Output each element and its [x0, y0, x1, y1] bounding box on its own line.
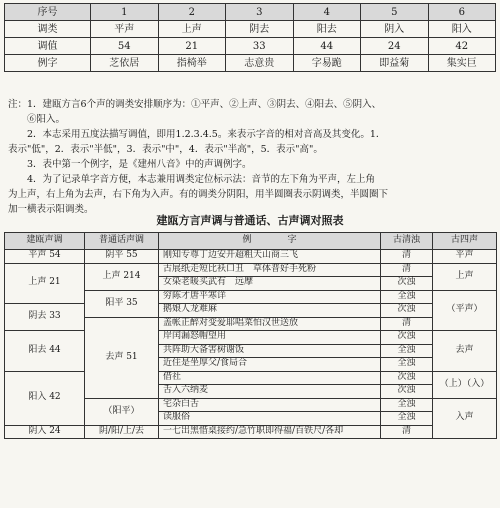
table-cell: 全浊: [381, 290, 433, 304]
tone-table: [4, 3, 496, 72]
example-cell: 宅杂白舌: [159, 398, 381, 412]
table-cell: 阴平 55: [85, 250, 159, 264]
table-cell: 阳入 42: [5, 371, 85, 425]
table-cell: 33: [226, 38, 294, 55]
table-cell: （上）（入）: [433, 371, 497, 398]
note-line: ⑥阳入。: [27, 114, 66, 125]
table-row: [5, 331, 497, 345]
header-cell: 普通话声调: [85, 233, 159, 250]
table-row: [5, 55, 496, 72]
example-cell: 读服俗: [159, 412, 381, 426]
note-line: 4．为了记录单字音方便，本志兼用调类定位标示法：音节的左下角为平声，左上角: [27, 174, 376, 185]
header-cell: 2: [158, 4, 226, 21]
table-cell: 平声: [433, 250, 497, 264]
header-cell: 4: [293, 4, 361, 21]
table-cell: 阴入 24: [5, 425, 85, 439]
example-cell: 女染老暖买武有 远摩: [159, 277, 381, 291]
table-cell: 21: [158, 38, 226, 55]
tone-table-header: [5, 4, 496, 21]
table-cell: 例字: [5, 55, 91, 72]
table-cell: 54: [91, 38, 159, 55]
table-cell: 上声 214: [85, 263, 159, 290]
header-cell: 建瓯声调: [5, 233, 85, 250]
example-cell: 借社: [159, 371, 381, 385]
example-cell: 穷陈才唐平寒详: [159, 290, 381, 304]
table-cell: 阴/阳/上/去: [85, 425, 159, 439]
table-cell: （阳平）: [85, 398, 159, 425]
note-line: 3．表中第一个例字，是《建州八音》中的声调例字。: [27, 159, 252, 170]
table-cell: 全浊: [381, 412, 433, 426]
table-row: [5, 371, 497, 385]
table-cell: 即益菊: [361, 55, 429, 72]
example-cell: 古展纸走短比袄口丑 草体普好手死粉: [159, 263, 381, 277]
example-cell: 刚知专尊丁边安开超粗天山商三飞: [159, 250, 381, 264]
table-cell: 平声: [91, 21, 159, 38]
table-cell: 24: [361, 38, 429, 55]
table-cell: 阳去 44: [5, 331, 85, 372]
table-row: [5, 263, 497, 277]
table-cell: 阴去: [226, 21, 294, 38]
table-cell: 清: [381, 425, 433, 439]
table-cell: 42: [428, 38, 496, 55]
table-cell: 入声: [433, 398, 497, 439]
table-row: [5, 38, 496, 55]
comparison-table: [4, 232, 497, 439]
table-cell: 次浊: [381, 371, 433, 385]
table-cell: 全浊: [381, 344, 433, 358]
example-cell: 盖帐正醉对变爱耶唱菜怕汉世送放: [159, 317, 381, 331]
table-cell: 全浊: [381, 358, 433, 372]
note-line: 注：1．建瓯方言6个声的调类安排顺序为：①平声、②上声、③阴去、④阳去、⑤阴入、: [8, 99, 382, 110]
table-row: [5, 304, 497, 318]
table-cell: 清: [381, 317, 433, 331]
example-cell: 共阵助大备害树谢饭: [159, 344, 381, 358]
comparison-table-title: 建瓯方言声调与普通话、古声调对照表: [156, 214, 344, 227]
header-cell: 古清浊: [381, 233, 433, 250]
table-cell: 调类: [5, 21, 91, 38]
table-cell: 全浊: [381, 398, 433, 412]
example-cell: 一七出黑惜桌接约/急竹职即得福/百铁尺/各却: [159, 425, 381, 439]
note-line: 表示"低"，2．表示"半低"，3．表示"中"，4．表示"半高"，5．表示"高"。: [8, 144, 323, 155]
table-cell: 上声: [158, 21, 226, 38]
note-line: 2．本志采用五度法描写调值，即用1.2.3.4.5。来表示字音的相对音高及其变化。1．: [27, 129, 386, 140]
header-cell: 6: [428, 4, 496, 21]
table-cell: 调值: [5, 38, 91, 55]
example-cell: 岸闰漏怒帽望用: [159, 331, 381, 345]
table-cell: 去声: [433, 331, 497, 372]
table-cell: 阳平 35: [85, 290, 159, 317]
table-cell: 集实巨: [428, 55, 496, 72]
table-cell: （平声）: [433, 290, 497, 331]
table-cell: 去声 51: [85, 317, 159, 398]
comparison-table-header: [5, 233, 497, 250]
note-line: 为上声，右上角为去声，右下角为入声。有的调类分阴阳，用半圆圈表示阴调类，半圆圈下: [8, 189, 389, 200]
table-cell: 芝依居: [91, 55, 159, 72]
table-cell: 次浊: [381, 304, 433, 318]
header-cell: 1: [91, 4, 159, 21]
table-row: [5, 250, 497, 264]
notes-section: [8, 97, 494, 217]
note-line: 加一横表示阳调类。: [8, 204, 94, 215]
table-cell: 阴去 33: [5, 304, 85, 331]
table-cell: 志意贵: [226, 55, 294, 72]
example-cell: 舌入六纳麦: [159, 385, 381, 399]
table-cell: 阴入: [361, 21, 429, 38]
table-cell: 指椅举: [158, 55, 226, 72]
table-cell: 平声 54: [5, 250, 85, 264]
table-cell: 上声 21: [5, 263, 85, 304]
table-cell: 上声: [433, 263, 497, 290]
table-cell: 次浊: [381, 331, 433, 345]
example-cell: 鹅娘人龙难麻: [159, 304, 381, 318]
table-cell: 字易跪: [293, 55, 361, 72]
table-cell: 阳入: [428, 21, 496, 38]
header-cell: 古四声: [433, 233, 497, 250]
header-cell: 序号: [5, 4, 91, 21]
header-cell: 例 字: [159, 233, 381, 250]
table-row: [5, 21, 496, 38]
example-cell: 近住是坐厚父/食局合: [159, 358, 381, 372]
table-cell: 次浊: [381, 277, 433, 291]
table-cell: 清: [381, 250, 433, 264]
table-row: [5, 425, 497, 439]
table-cell: 次浊: [381, 385, 433, 399]
header-cell: 5: [361, 4, 429, 21]
table-cell: 清: [381, 263, 433, 277]
header-cell: 3: [226, 4, 294, 21]
table-cell: 44: [293, 38, 361, 55]
table-cell: 阳去: [293, 21, 361, 38]
